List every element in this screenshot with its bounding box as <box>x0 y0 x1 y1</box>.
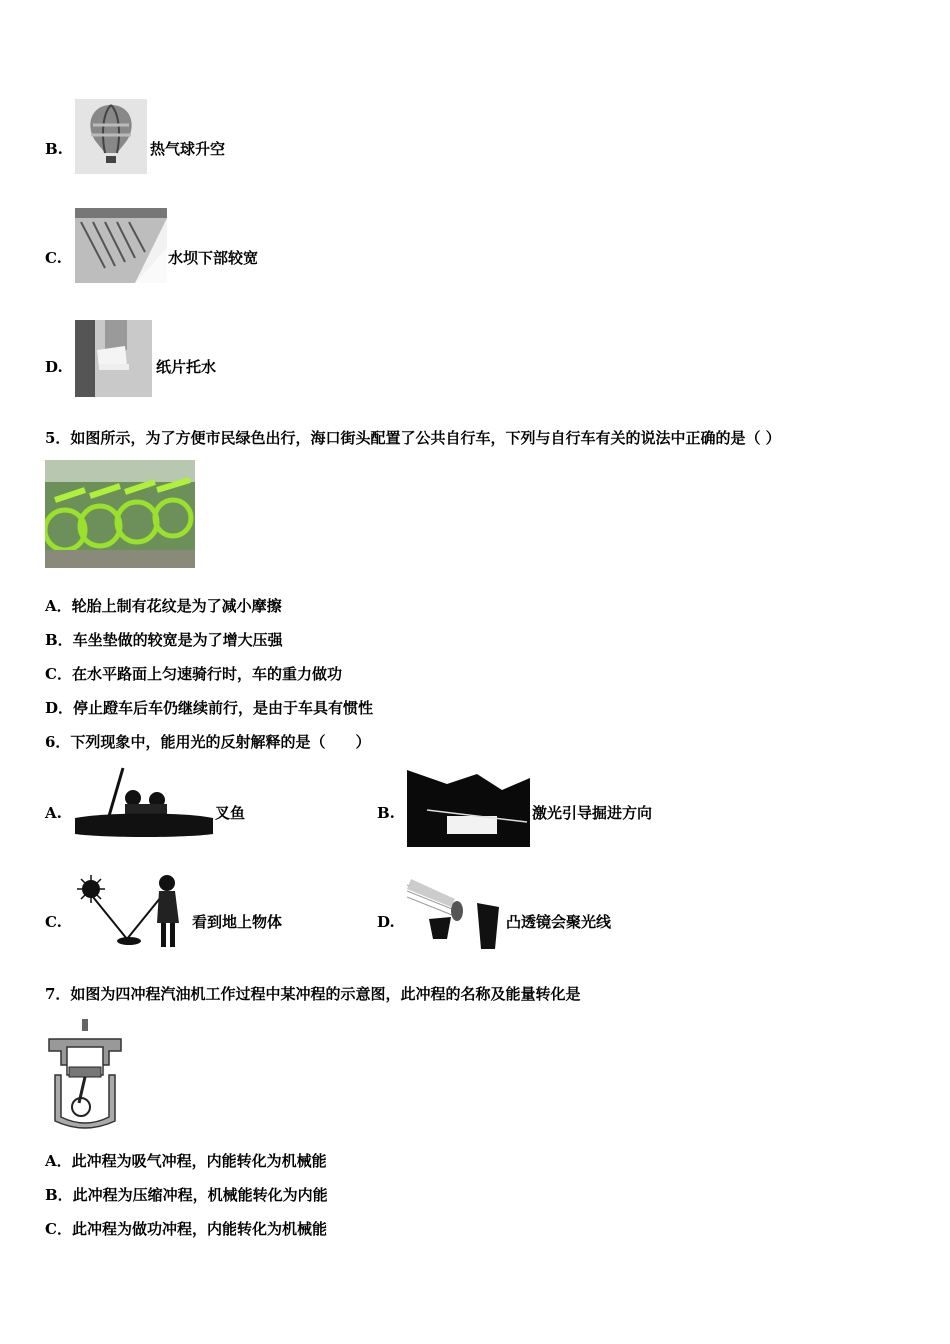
q5-stem: 5．如图所示，为了方便市民绿色出行，海口街头配置了公共自行车，下列与自行车有关的说法中正确的是（ ） <box>45 429 781 447</box>
q6-option-a-letter: A. <box>45 804 62 822</box>
q4-option-b-letter: B. <box>45 140 63 158</box>
q7-stem: 7．如图为四冲程汽油机工作过程中某冲程的示意图，此冲程的名称及能量转化是 <box>45 985 581 1003</box>
q7-option-b: B．此冲程为压缩冲程，机械能转化为内能 <box>45 1186 328 1204</box>
q5-option-b: B．车坐垫做的较宽是为了增大压强 <box>45 631 283 649</box>
laser-tunnel-image <box>407 770 530 847</box>
q6-option-a-text: 叉鱼 <box>215 804 246 822</box>
q5-option-c: C．在水平路面上匀速骑行时，车的重力做功 <box>45 665 342 683</box>
q6-option-d-text: 凸透镜会聚光线 <box>506 913 612 931</box>
dam-image <box>75 208 167 283</box>
q4-option-d-letter: D. <box>45 358 63 376</box>
spearfishing-image <box>75 766 213 846</box>
q4-option-b-text: 热气球升空 <box>150 140 226 158</box>
q6-option-c-letter: C. <box>45 913 62 931</box>
q5-option-d: D．停止蹬车后车仍继续前行，是由于车具有惯性 <box>45 699 374 717</box>
q6-option-b-text: 激光引导掘进方向 <box>532 804 653 822</box>
q6-option-c-text: 看到地上物体 <box>192 913 283 931</box>
q7-option-c: C．此冲程为做功冲程，内能转化为机械能 <box>45 1220 327 1238</box>
public-bicycles-image <box>45 460 195 568</box>
engine-stroke-diagram <box>45 1017 125 1130</box>
convex-lens-image <box>407 877 504 950</box>
q6-option-b-letter: B. <box>377 804 395 822</box>
q4-option-d-text: 纸片托水 <box>156 358 217 376</box>
q4-option-c-letter: C. <box>45 249 62 267</box>
q6-stem: 6．下列现象中，能用光的反射解释的是（ ） <box>45 733 371 751</box>
seeing-object-image <box>75 873 190 951</box>
hot-air-balloon-image <box>75 99 147 174</box>
q7-option-a: A．此冲程为吸气冲程，内能转化为机械能 <box>45 1152 327 1170</box>
q5-option-a: A．轮胎上制有花纹是为了减小摩擦 <box>45 597 282 615</box>
q4-option-c-text: 水坝下部较宽 <box>168 249 259 267</box>
paper-holding-water-image <box>75 320 152 397</box>
q6-option-d-letter: D. <box>377 913 395 931</box>
